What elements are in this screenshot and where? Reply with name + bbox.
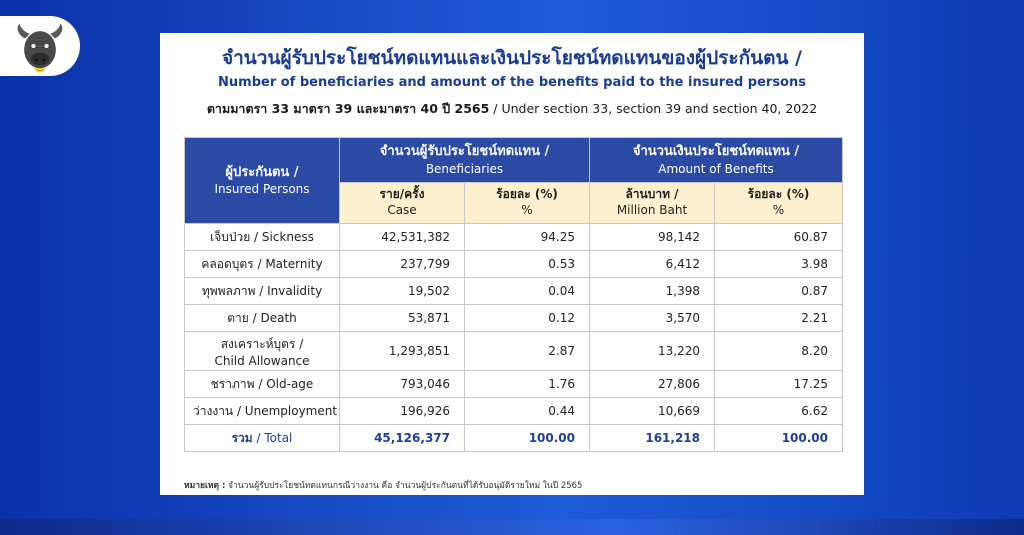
row-amount: 10,669 [590,398,715,425]
row-amount-percent: 0.87 [715,278,843,305]
row-label [185,332,340,371]
row-amount-percent: 2.21 [715,305,843,332]
table-row [185,305,843,332]
footnote-text: จำนวนผู้รับประโยชน์ทดแทนกรณีว่างงาน คือ จำนวนผู้ประกันตนที่ได้รับอนุมัติรายใหม่ ในปี 2565 [225,481,583,491]
total-case: 45,126,377 [340,425,465,452]
row-label-line2: Child Allowance [214,353,310,368]
row-amount: 3,570 [590,305,715,332]
row-amount: 1,398 [590,278,715,305]
row-amount-percent: 17.25 [715,371,843,398]
subheader-case-percent [465,183,590,224]
header-insured-en: Insured Persons [214,182,310,197]
row-amount: 13,220 [590,332,715,371]
benefits-table [184,137,843,452]
table-row [185,398,843,425]
header-beneficiaries-th: จำนวนผู้รับประโยชน์ทดแทน / [379,144,550,160]
total-label [185,425,340,452]
subheader-percent2-th: ร้อยละ (%) [747,187,810,202]
row-case: 19,502 [340,278,465,305]
table-total-row [185,425,843,452]
row-label: คลอดบุตร / Maternity [185,251,340,278]
subheader-case [340,183,465,224]
row-case: 237,799 [340,251,465,278]
bull-logo-icon [12,18,68,74]
infographic-card [160,33,864,495]
row-case: 42,531,382 [340,224,465,251]
subheader-case-en: Case [387,203,417,217]
row-label: เจ็บป่วย / Sickness [185,224,340,251]
table-row [185,224,843,251]
row-amount: 27,806 [590,371,715,398]
table-row [185,371,843,398]
subheader-percent-en: % [521,203,533,217]
row-case: 1,293,851 [340,332,465,371]
row-case-percent: 0.12 [465,305,590,332]
total-amount: 161,218 [590,425,715,452]
subheader-million-th: ล้านบาท / [625,187,679,202]
row-label: ตาย / Death [185,305,340,332]
title-english: Number of beneficiaries and amount of the benefits paid to the insured persons [218,75,806,90]
row-amount: 6,412 [590,251,715,278]
subheader-amount-percent [715,183,843,224]
total-label-english: Total [264,430,293,445]
footnote [184,478,582,492]
bottom-bar [0,519,1024,535]
row-case-percent: 94.25 [465,224,590,251]
total-label-separator: / [252,430,265,445]
total-label-thai: รวม [231,430,253,445]
row-amount: 98,142 [590,224,715,251]
table-row [185,251,843,278]
header-amount-th: จำนวนเงินประโยชน์ทดแทน / [632,144,800,160]
header-amount-en: Amount of Benefits [658,161,774,176]
title-thai: จำนวนผู้รับประโยชน์ทดแทนและเงินประโยชน์ทดแทนของผู้ประกันตน / [222,47,802,69]
total-amount-percent: 100.00 [715,425,843,452]
subheader-million-baht [590,183,715,224]
row-case-percent: 0.53 [465,251,590,278]
logo-badge[interactable] [0,16,80,76]
row-label: ทุพพลภาพ / Invalidity [185,278,340,305]
header-beneficiaries [340,138,590,183]
row-case-percent: 1.76 [465,371,590,398]
row-amount-percent: 8.20 [715,332,843,371]
row-amount-percent: 6.62 [715,398,843,425]
subheader-percent2-en: % [772,203,785,217]
footnote-label: หมายเหตุ : [184,481,226,491]
row-label-line1: สงเคราะห์บุตร / [220,336,304,351]
table-row [185,332,843,371]
row-case: 793,046 [340,371,465,398]
row-case: 53,871 [340,305,465,332]
header-amount [590,138,843,183]
row-case-percent: 0.44 [465,398,590,425]
header-insured-persons [185,138,340,224]
subheader-case-th: ราย/ครั้ง [379,187,425,202]
row-amount-percent: 60.87 [715,224,843,251]
row-case: 196,926 [340,398,465,425]
row-amount-percent: 3.98 [715,251,843,278]
subtitle-thai: ตามมาตรา 33 มาตรา 39 และมาตรา 40 ปี 2565 [206,101,490,116]
header-insured-th: ผู้ประกันตน / [225,164,299,180]
subheader-million-en: Million Baht [616,203,688,217]
row-case-percent: 0.04 [465,278,590,305]
subtitle-english: / Under section 33, section 39 and section 40, 2022 [489,101,818,116]
table-row [185,278,843,305]
table-header-row [185,138,843,183]
header-beneficiaries-en: Beneficiaries [425,161,504,176]
total-case-percent: 100.00 [465,425,590,452]
row-label: ชราภาพ / Old-age [185,371,340,398]
subheader-percent-th: ร้อยละ (%) [496,187,558,202]
row-case-percent: 2.87 [465,332,590,371]
subtitle [160,99,864,119]
row-label: ว่างงาน / Unemployment [185,398,340,425]
